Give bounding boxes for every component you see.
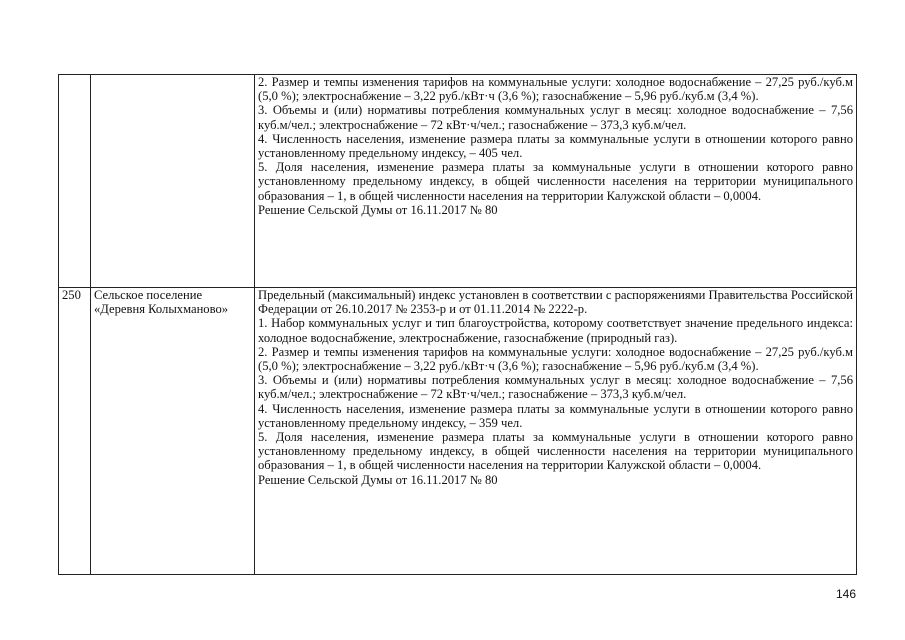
row-number	[59, 75, 91, 288]
decision-reference: Решение Сельской Думы от 16.11.2017 № 80	[258, 202, 498, 217]
row-details	[255, 75, 857, 288]
settlement-name: Сельское поселение «Деревня Колыхманово»	[91, 288, 255, 575]
page-number: 146	[835, 587, 856, 601]
detail-paragraph: 2. Размер и темпы изменения тарифов на коммунальные услуги: холодное водоснабжение – 27,25 руб./куб.м (5,0 %); электроснабжение – 3,22 руб./кВт·ч (3,6 %); газоснабжение – 5,96 руб./куб.м (3,4 %).	[258, 344, 853, 374]
detail-paragraph: 1. Набор коммунальных услуг и тип благоустройства, которому соответствует значение предельного индекса: холодное водоснабжение, электроснабжение, газоснабжение (природный газ).	[258, 316, 853, 345]
detail-paragraph: 3. Объемы и (или) нормативы потребления коммунальных услуг в месяц: холодное водоснабжение – 7,56 куб.м/чел.; электроснабжение – 72 кВт·ч/чел.; газоснабжение – 373,3 куб.м/чел.	[258, 103, 853, 132]
table-row	[59, 75, 857, 288]
detail-paragraph: 5. Доля населения, изменение размера платы за коммунальные услуги в отношении которого равно установленному предельному индексу, в общей численности населения на территории муниципального образования – 1, в общей численности населения на территории Калужской области – 0,0004.	[258, 160, 853, 203]
table-row	[59, 288, 857, 575]
row-number: 250	[59, 288, 91, 575]
decision-reference: Решение Сельской Думы от 16.11.2017 № 80	[258, 472, 498, 487]
detail-paragraph: 4. Численность населения, изменение размера платы за коммунальные услуги в отношении которого равно установленному предельному индексу, – 405 чел.	[258, 131, 853, 161]
row-details	[255, 288, 857, 575]
detail-paragraph: 4. Численность населения, изменение размера платы за коммунальные услуги в отношении которого равно установленному предельному индексу, – 359 чел.	[258, 401, 853, 430]
tariff-table	[58, 74, 857, 575]
detail-paragraph: 2. Размер и темпы изменения тарифов на коммунальные услуги: холодное водоснабжение – 27,25 руб./куб.м (5,0 %); электроснабжение – 3,22 руб./кВт·ч (3,6 %); газоснабжение – 5,96 руб./куб.м (3,4 %).	[258, 75, 853, 104]
settlement-name	[91, 75, 255, 288]
detail-paragraph: 3. Объемы и (или) нормативы потребления коммунальных услуг в месяц: холодное водоснабжение – 7,56 куб.м/чел.; электроснабжение – 72 кВт·ч/чел.; газоснабжение – 373,3 куб.м/чел.	[258, 373, 853, 402]
detail-paragraph: Предельный (максимальный) индекс установлен в соответствии с распоряжениями Правительства Российской Федерации от 26.10.2017 № 2353-р и от 01.11.2014 № 2222-р.	[258, 288, 853, 317]
detail-paragraph: 5. Доля населения, изменение размера платы за коммунальные услуги в отношении которого равно установленному предельному индексу, в общей численности населения на территории муниципального образования – 1, в общей численности населения на территории Калужской области – 0,0004.	[258, 430, 853, 473]
